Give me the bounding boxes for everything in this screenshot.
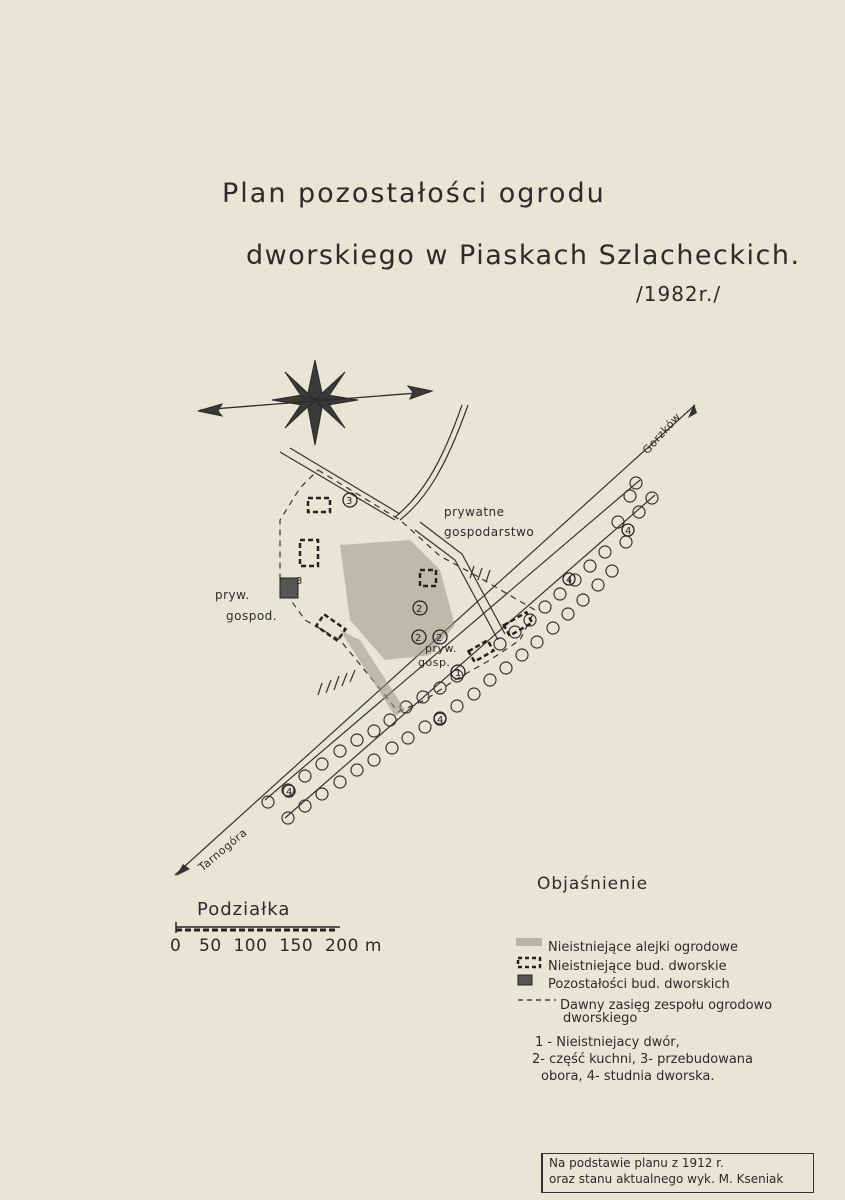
legend-note-2: 2- część kuchni, 3- przebudowana: [532, 1052, 753, 1067]
legend-item-buildings: Nieistniejące bud. dworskie: [548, 959, 727, 974]
label-gorzkow: Gorzków: [640, 410, 684, 457]
svg-text:2: 2: [415, 633, 422, 644]
garden-alleys: [340, 540, 455, 716]
scale-numbers: 0 50 100 150 200 m: [170, 936, 382, 956]
legend-remnant-icon: [518, 975, 532, 985]
legend-item-alleys: Nieistniejące alejki ogrodowe: [548, 940, 739, 955]
svg-text:2: 2: [416, 604, 423, 615]
svg-text:4: 4: [566, 575, 573, 586]
svg-text:1: 1: [455, 668, 462, 679]
legend-note-3: obora, 4- studnia dworska.: [541, 1069, 715, 1084]
source-box: [541, 1153, 814, 1193]
svg-text:2: 2: [436, 633, 443, 644]
marker-numbers: [286, 496, 631, 798]
map-year: /1982r./: [636, 282, 722, 306]
legend-item-remnants: Pozostałości bud. dworskich: [548, 977, 730, 992]
legend-building-icon: [518, 958, 540, 967]
label-pryw-mid: pryw.: [425, 642, 457, 655]
legend-note-1: 1 - Nieistniejacy dwór,: [535, 1035, 680, 1050]
svg-text:4: 4: [625, 526, 632, 537]
map-title: Plan pozostałości ogrodu: [222, 178, 606, 209]
map-subtitle: dworskiego w Piaskach Szlacheckich.: [246, 240, 801, 271]
legend-title: Objaśnienie: [537, 874, 649, 894]
legend-item-extent-2: dworskiego: [563, 1011, 638, 1026]
svg-text:4: 4: [286, 787, 293, 798]
svg-text:3: 3: [346, 496, 353, 507]
label-tarnogora: Tarnogóra: [196, 825, 250, 874]
label-gospod-left: gospod.: [226, 609, 278, 623]
label-prywatne: prywatne: [444, 505, 505, 519]
source-line-2: oraz stanu aktualnego wyk. M. Kseniak: [549, 1172, 784, 1186]
label-gosp-mid: gosp.: [418, 656, 451, 669]
label-gospodarstwo: gospodarstwo: [444, 525, 535, 539]
svg-text:3: 3: [296, 576, 303, 587]
source-line-1: Na podstawie planu z 1912 r.: [549, 1156, 724, 1170]
legend-alley-icon: [516, 938, 542, 946]
scale-title: Podziałka: [197, 899, 291, 920]
compass-rose-icon: [198, 360, 432, 445]
legend-item-extent: Dawny zasięg zespołu ogrodowo: [560, 998, 773, 1013]
scale-bar: [176, 922, 340, 933]
label-pryw-left: pryw.: [215, 588, 250, 602]
svg-text:4: 4: [437, 715, 444, 726]
